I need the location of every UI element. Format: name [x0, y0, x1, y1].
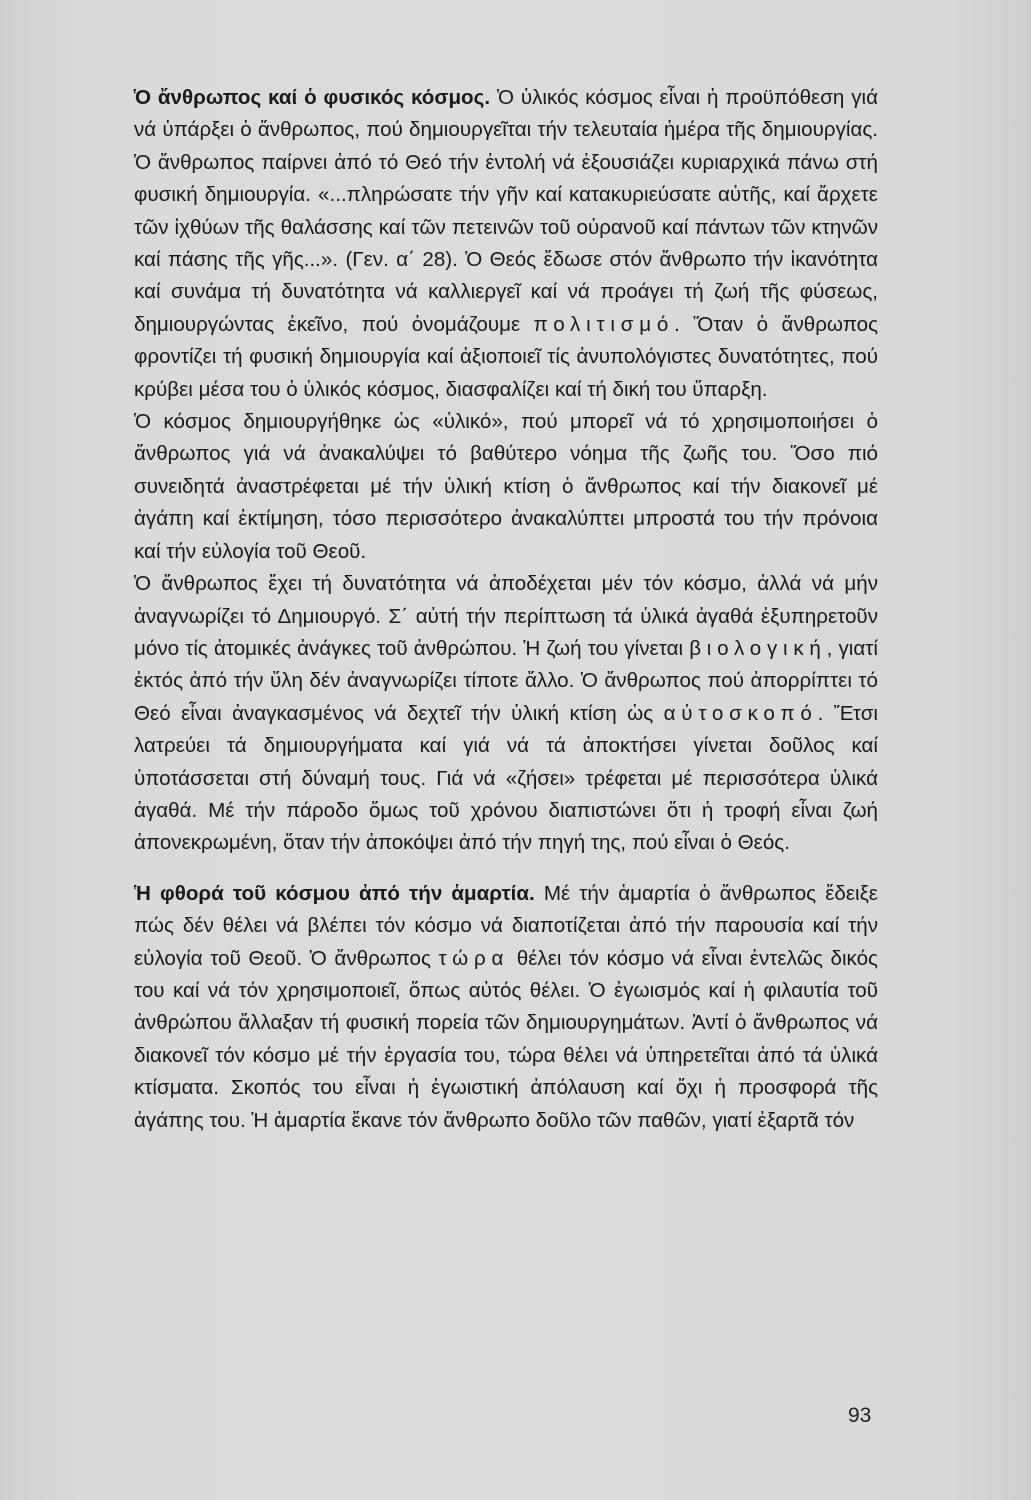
paragraph-text: Ὁ ὑλικός κόσμος εἶναι ἡ προϋπόθεση γιά νά ὑπάρξει ὁ ἄνθρωπος, πού δημιουργεῖται τήν τελευταία ἡμέρα τῆς δημιουργίας. Ὁ ἄνθρωπος παίρνει ἀπό τό Θεό τήν ἐντολή νά ἐξουσιάζει κυριαρχικά πάνω στή φυσική δημιουργία. «...πληρώσατε τήν γῆν καί κατακυριεύσατε αὐτῆς, καί ἄρχετε τῶν ἰχθύων τῆς θαλάσσης καί τῶν πετεινῶν τοῦ οὐρανοῦ καί πάντων τῶν κτηνῶν καί πάσης τῆς γῆς...». (Γεν. α΄ 28). Ὁ Θεός ἔδωσε στόν ἄνθρωπο τήν ἱκανότητα καί συνάμα τή δυνατότητα νά καλλιεργεῖ καί νά προάγει τή ζωή τῆς φύσεως, δημιουργώντας ἐκεῖνο, πού ὀνομάζουμε	[134, 86, 879, 336]
emphasis-text: τώρα	[438, 946, 510, 970]
paragraph	[134, 878, 878, 1137]
paragraph-text: Μέ τήν ἁμαρτία ὁ ἄνθρωπος ἔδειξε πώς δέν θέλει νά βλέπει τόν κόσμο νά διαποτίζεται ἀπό τήν παρουσία καί τήν εὐλογία τοῦ Θεοῦ. Ὁ ἄνθρωπος	[134, 881, 878, 970]
paragraph-text: . Ὅταν ὁ ἄνθρωπος φροντίζει τή φυσική δημιουργία καί ἀξιοποιεῖ τίς ἀνυπολόγιστες δυνατότητες, πού κρύβει μέσα του ὁ ὑλικός κόσμος, διασφαλίζει καί τή δική του ὕπαρξη.	[134, 312, 878, 401]
emphasis-text: πολιτισμό	[533, 312, 675, 336]
section-heading: Ὁ ἄνθρωπος καί ὁ φυσικός κόσμος.	[134, 86, 491, 109]
paragraph-text: Ὁ ἄνθρωπος ἔχει τή δυνατότητα νά ἀποδέχεται μέν τόν κόσμο, ἀλλά νά μήν ἀναγνωρίζει τό Δημιουργό. Σ΄ αὐτή τήν περίπτωση τά ὑλικά ἀγαθά ἐξυπηρετοῦν μόνο τίς ἀτομικές ἀνάγκες τοῦ ἀνθρώπου. Ἡ ζωή του γίνεται	[134, 572, 878, 660]
section-heading: Ἡ φθορά τοῦ κόσμου ἀπό τήν ἁμαρτία.	[134, 881, 535, 905]
body-text	[134, 82, 878, 1137]
paragraph	[134, 568, 878, 860]
paragraph	[134, 82, 878, 406]
paragraph-text: θέλει τόν κόσμο νά εἶναι ἐντελῶς δικός του καί νά τόν χρησιμοποιεῖ, ὅπως αὐτός θέλει. Ὁ ἐγωισμός καί ἡ φιλαυτία τοῦ ἀνθρώπου ἄλλαξαν τή φυσική πορεία τῶν δημιουργημάτων. Ἀντί ὁ ἄνθρωπος νά διακονεῖ τόν κόσμο μέ τήν ἐργασία του, τώρα θέλει νά ὑπηρετεῖται ἀπό τά ὑλικά κτίσματα. Σκοπός του εἶναι ἡ ἐγωιστική ἀπόλαυση καί ὄχι ἡ προσφορά τῆς ἀγάπης του. Ἡ ἁμαρτία ἔκανε τόν ἄνθρωπο δοῦλο τῶν παθῶν, γιατί ἐξαρτᾶ τόν	[134, 946, 878, 1132]
paragraph-text: . Ἔτσι λατρεύει τά δημιουργήματα καί γιά νά τά ἀποκτήσει γίνεται δοῦλος καί ὑποτάσσεται στή δύναμή τους. Γιά νά «ζήσει» τρέφεται μέ περισσότερα ὑλικά ἀγαθά. Μέ τήν πάροδο ὅμως τοῦ χρόνου διαπιστώνει ὅτι ἡ τροφή εἶναι ζωή ἀπονεκρωμένη, ὅταν τήν ἀποκόψει ἀπό τήν πηγή της, πού εἶναι ὁ Θεός.	[134, 701, 878, 855]
page-number: 93	[848, 1404, 872, 1427]
emphasis-text: βιολογική	[689, 636, 827, 660]
paragraph	[134, 406, 878, 568]
paragraph-text: , γιατί ἐκτός ἀπό τήν ὕλη δέν ἀναγνωρίζει τίποτε ἄλλο. Ὁ ἄνθρωπος πού ἀπορρίπτει τό Θεό εἶναι ἀναγκασμένος νά δεχτεῖ τήν ὑλική κτίση ὡς	[134, 636, 878, 725]
paragraph-text: Ὁ κόσμος δημιουργήθηκε ὡς «ὑλικό», πού μπορεῖ νά τό χρησιμοποιήσει ὁ ἄνθρωπος γιά νά ἀνακαλύψει τό βαθύτερο νόημα τῆς ζωῆς του. Ὅσο πιό συνειδητά ἀναστρέφεται μέ τήν ὑλική κτίση ὁ ἄνθρωπος καί τήν διακονεῖ μέ ἀγάπη καί ἐκτίμηση, τόσο περισσότερο ἀνακαλύπτει μπροστά του τήν πρόνοια καί τήν εὐλογία τοῦ Θεοῦ.	[134, 410, 878, 563]
emphasis-text: αὐτοσκοπό	[663, 701, 818, 725]
